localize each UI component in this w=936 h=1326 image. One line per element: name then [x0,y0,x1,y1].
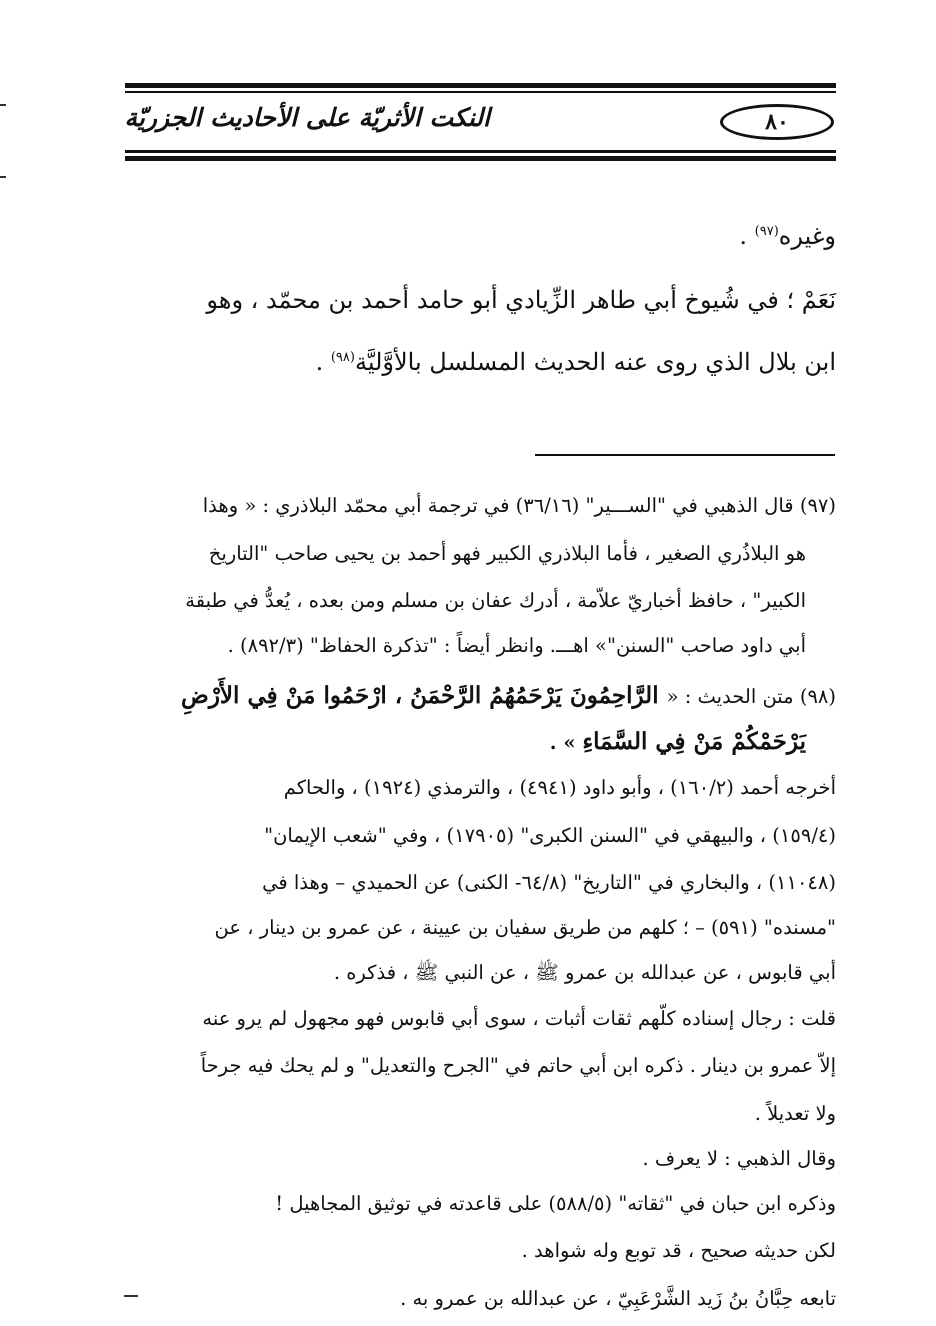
footnote-98-line-11: لكن حديثه صحيح ، قد توبع وله شواهد . [521,1239,836,1262]
body-paragraph-2-line-2 [316,338,836,382]
footnote-97-line-1: (٩٧) قال الذهبي في "الســـير" (٣٦/١٦) في ترجمة أبي محمّد البلاذري : « وهذا [202,494,836,517]
footnote-98-line-9: وقال الذهبي : لا يعرف . [642,1147,836,1170]
body-text-end: . [315,348,331,376]
body-paragraph-2-line-1: نَعَمْ ؛ في شُيوخ أبي طاهر الزِّيادي أبو حامد أحمد بن محمّد ، وهو [206,286,836,314]
page-number: ٨٠ [720,104,834,140]
footnote-98-label: (٩٨) متن الحديث : « [666,685,836,708]
footnote-98-line-3: (١١٠٤٨) ، والبخاري في "التاريخ" (٦٤/٨- الكنى) عن الحميدي – وهذا في [262,871,836,894]
footnote-97-line-4: أبي داود صاحب "السنن"» اهـــ. وانظر أيضاً : "تذكرة الحفاظ" (٨٩٢/٣) . [227,634,806,657]
body-paragraph-1 [739,212,836,256]
header-bottom-rule-thick [125,156,836,161]
footnote-98-line-6: قلت : رجال إسناده كلّهم ثقات أثبات ، سوى أبي قابوس فهو مجهول لم يرو عنه [202,1007,836,1030]
scan-mark [0,176,6,178]
footnote-98-line-10: وذكره ابن حبان في "ثقاته" (٥٨٨/٥) على قاعدته في توثيق المجاهيل ! [275,1192,836,1215]
scan-mark [124,1295,138,1297]
footnote-97-line-2: هو البلاذُري الصغير ، فأما البلاذري الكبير فهو أحمد بن يحيى صاحب "التاريخ [208,542,806,565]
footnote-98-line-12: تابعه حِبَّانُ بنُ زَيد الشَّرْعَبِيّ ، عن عبدالله بن عمرو به . [400,1287,836,1310]
body-text-end: . [739,222,755,250]
footnote-98-line-7: إلاّ عمرو بن دينار . ذكره ابن أبي حاتم في "الجرح والتعديل" و لم يحك فيه جرحاً [200,1054,836,1077]
footnote-98-line-2: (١٥٩/٤) ، والبيهقي في "السنن الكبرى" (١٧٩٠٥) ، وفي "شعب الإيمان" [264,824,836,847]
hadith-text-1: الرَّاحِمُونَ يَرْحَمُهُمُ الرَّحْمَنُ ، ارْحَمُوا مَنْ فِي الأَرْضِ [181,682,667,709]
header-top-rule [125,83,836,88]
hadith-end: » . [549,731,583,754]
scan-mark [0,104,6,106]
footnote-98-head [181,676,836,716]
hadith-text-2: يَرْحَمْكُمْ مَنْ فِي السَّمَاءِ [582,728,806,755]
footnote-ref-98: (٩٨) [330,350,355,365]
footnote-separator [535,454,835,456]
footnote-98-line-1: أخرجه أحمد (١٦٠/٢) ، وأبو داود (٤٩٤١) ، والترمذي (١٩٢٤) ، والحاكم [283,776,836,799]
footnote-98-line-8: ولا تعديلاً . [754,1102,836,1125]
body-text: ابن بلال الذي روى عنه الحديث المسلسل بالأوَّليَّة [354,348,836,376]
footnote-98-line-5: أبي قابوس ، عن عبدالله بن عمرو ﷺ ، عن النبي ﷺ ، فذكره . [333,961,836,984]
footnote-98-line-4: "مسنده" (٥٩١) – ؛ كلهم من طريق سفيان بن عيينة ، عن عمرو بن دينار ، عن [214,916,836,939]
header-top-rule-thin [125,91,836,93]
body-text: وغيره [778,222,836,250]
footnote-97-line-3: الكبير" ، حافظ أخباريّ علاّمة ، أدرك عفان بن مسلم ومن بعده ، يُعدُّ في طبقة [185,589,806,612]
running-header-title: النكت الأثريّة على الأحاديث الجزريّة [124,103,490,132]
hadith-line-2 [550,722,806,762]
header-bottom-rule [125,150,836,153]
footnote-ref-97: (٩٧) [754,224,779,239]
